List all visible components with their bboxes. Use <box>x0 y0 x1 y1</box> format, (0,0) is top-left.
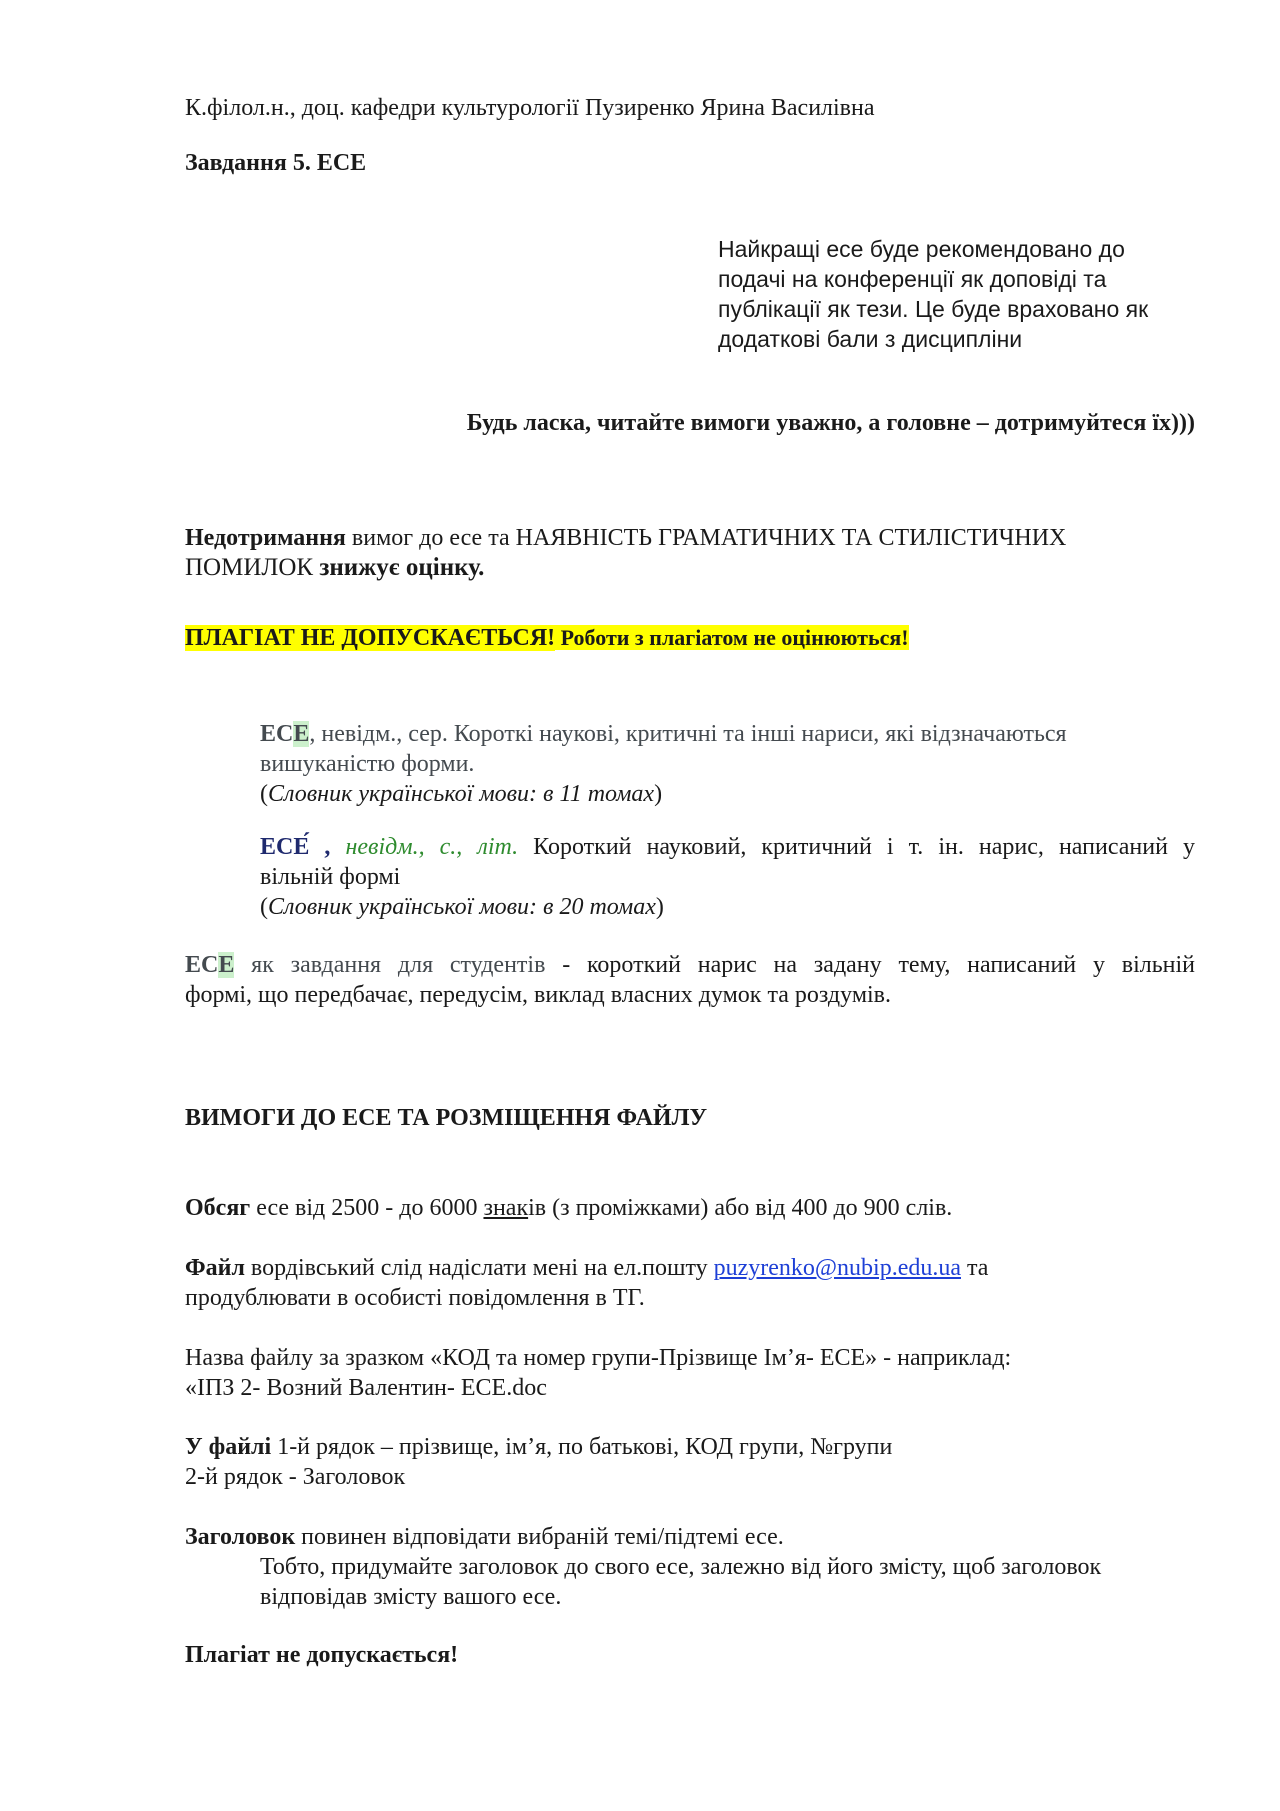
file-name-requirement <box>185 1343 1195 1403</box>
task-title: Завдання 5. ЕСЕ <box>185 150 367 176</box>
def2-paren-close: ) <box>655 894 664 920</box>
requirements-heading: ВИМОГИ ДО ЕСЕ ТА РОЗМІЩЕННЯ ФАЙЛУ <box>185 1105 708 1131</box>
def1-word-highlight: Е <box>293 721 310 747</box>
def2-grammar: невідм., с., літ. <box>330 834 519 860</box>
def3-text-2: формі, що передбачає, передусім, виклад власних думок та роздумів. <box>185 982 892 1008</box>
def2-word: ЕСЕ́ , <box>260 834 331 860</box>
in-file-line1: 1-й рядок – прізвище, ім’я, по батькові, КОД групи, №групи <box>271 1434 893 1460</box>
noncompliance-text: вимог до есе та НАЯВНІСТЬ ГРАМАТИЧНИХ ТА СТИЛІСТИЧНИХ <box>345 525 1067 551</box>
def3-word: ЕС <box>185 952 219 978</box>
recommendation-line: додаткові бали з дисципліни <box>718 326 1023 352</box>
def2-text-2: вільній формі <box>260 864 401 890</box>
def1-paren-close: ) <box>654 781 663 807</box>
file-label: Файл <box>185 1255 245 1281</box>
file-send-text: вордівський слід надіслати мені на ел.пошту <box>244 1255 714 1281</box>
recommendation-note <box>718 234 1198 354</box>
volume-text-a: есе від 2500 - до 6000 <box>250 1195 484 1221</box>
file-send-requirement <box>185 1253 1195 1313</box>
noncompliance-text-2: ПОМИЛОК <box>185 554 320 581</box>
noncompliance-paragraph <box>185 523 1195 583</box>
def1-source: Словник української мови: в 11 томах <box>268 781 655 807</box>
file-name-line1: Назва файлу за зразком «КОД та номер групи-Прізвище Ім’я- ЕСЕ» - наприклад: <box>185 1345 1012 1371</box>
def3-text: - короткий нарис на задану тему, написаний у вільній <box>545 952 1196 978</box>
volume-label: Обсяг <box>185 1195 251 1221</box>
def1-word: ЕС <box>260 721 294 747</box>
in-file-label: У файлі <box>185 1434 272 1460</box>
def2-text: Короткий науковий, критичний і т. ін. нарис, написаний у <box>518 834 1196 860</box>
final-plagiarism-warning: Плагіат не допускається! <box>185 1642 459 1668</box>
author-line: К.філол.н., доц. кафедри культурології Пузиренко Ярина Василівна <box>185 95 875 121</box>
definition-20-volumes <box>260 832 1195 922</box>
recommendation-line: Найкращі есе буде рекомендовано до <box>718 236 1125 262</box>
plagiarism-warning <box>185 623 1195 653</box>
essay-as-task-definition <box>185 950 1195 1010</box>
recommendation-line: публікації як тези. Це буде враховано як <box>718 296 1149 322</box>
heading-req-line2: Тобто, придумайте заголовок до свого есе, залежно від його змісту, щоб заголовок <box>260 1554 1102 1580</box>
volume-requirement <box>185 1193 1195 1223</box>
volume-text-b: ів (з проміжками) або від 400 до 900 слів. <box>528 1195 953 1221</box>
heading-req-line1: повинен відповідати вибраній темі/підтемі есе. <box>295 1524 784 1550</box>
plagiarism-warning-text: Роботи з плагіатом не оцінюються! <box>555 625 909 650</box>
recommendation-line: подачі на конференції як доповіді та <box>718 266 1107 292</box>
heading-label: Заголовок <box>185 1524 296 1550</box>
def3-word-highlight: Е <box>218 952 235 978</box>
definition-11-volumes <box>260 719 1195 809</box>
noncompliance-bold-end: знижує оцінку. <box>319 554 485 581</box>
please-read-note: Будь ласка, читайте вимоги уважно, а головне – дотримуйтеся їх))) <box>466 410 1195 436</box>
file-name-example: «ІПЗ 2- Возний Валентин- ЕСЕ.doc <box>185 1375 547 1401</box>
def3-gray-text: як завдання для студентів <box>234 952 546 978</box>
def2-source: Словник української мови: в 20 томах <box>268 894 656 920</box>
def1-text: , невідм., сер. Короткі наукові, критичні та інші нариси, які відзначаються <box>309 721 1067 747</box>
email-link[interactable]: puzyrenko@nubip.edu.ua <box>713 1255 961 1281</box>
volume-underlined: знак <box>483 1195 529 1221</box>
in-file-requirement <box>185 1432 1195 1492</box>
file-send-text-b: та <box>961 1255 989 1281</box>
def1-paren: ( <box>260 781 268 807</box>
in-file-line2: 2-й рядок - Заголовок <box>185 1464 406 1490</box>
file-send-line2: продублювати в особисті повідомлення в ТГ. <box>185 1285 645 1311</box>
heading-req-line3: відповідав змісту вашого есе. <box>260 1584 562 1610</box>
heading-requirement <box>185 1522 1195 1612</box>
plagiarism-warning-caps: ПЛАГІАТ НЕ ДОПУСКАЄТЬСЯ! <box>185 625 556 651</box>
def1-text-2: вишуканістю форми. <box>260 751 475 777</box>
def2-paren: ( <box>260 894 268 920</box>
noncompliance-bold: Недотримання <box>185 525 346 551</box>
